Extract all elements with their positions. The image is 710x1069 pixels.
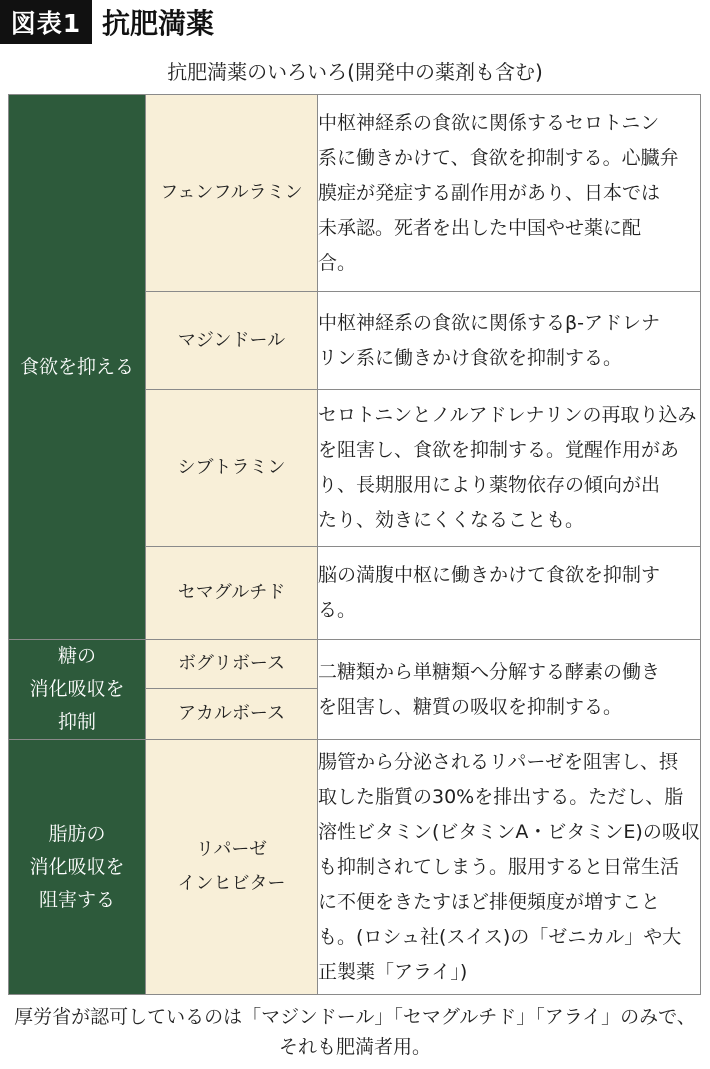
- description-line: る。: [318, 599, 357, 621]
- drug-name: リパーゼ: [195, 839, 268, 860]
- description-line: も抑制されてしまう。服用すると日常生活: [318, 855, 680, 878]
- category-cell-appetite: [9, 95, 146, 640]
- description-cell: [318, 740, 701, 995]
- description-line: 未承認。死者を出した中国やせ薬に配: [318, 216, 642, 239]
- drug-name: セマグルチド: [177, 582, 286, 603]
- description-line: 二糖類から単糖類へ分解する酵素の働き: [318, 660, 661, 683]
- description-line: に不便をきたすほど排便頻度が増すこと: [318, 890, 661, 913]
- category-line: 抑制: [57, 711, 96, 733]
- drug-name: マジンドール: [177, 329, 286, 351]
- drug-cell-voglibose: [146, 640, 318, 689]
- drug-cell-acarbose: [146, 689, 318, 740]
- description-cell: [318, 547, 701, 640]
- table-row: [9, 95, 701, 292]
- category-line: 脂肪の: [48, 822, 106, 845]
- description-line: 中枢神経系の食欲に関係するセロトニン: [318, 111, 660, 134]
- category-cell-fat: [9, 740, 146, 995]
- description-line: 膜症が発症する副作用があり、日本では: [318, 181, 661, 204]
- drug-cell-sibutramine: [146, 390, 318, 547]
- description-cell: [318, 390, 701, 547]
- description-line: 中枢神経系の食欲に関係するβ-アドレナ: [318, 311, 660, 334]
- description-line: を阻害し、糖質の吸収を抑制する。: [318, 695, 623, 718]
- footnote-line: それも肥満者用。: [278, 1036, 431, 1058]
- category-line: 消化吸収を: [29, 855, 125, 878]
- description-line: を阻害し、食欲を抑制する。覚醒作用があ: [318, 439, 680, 461]
- description-line: 合。: [318, 251, 357, 274]
- table-caption: 抗肥満薬のいろいろ(開発中の薬剤も含む): [167, 60, 543, 84]
- description-line: 脳の満腹中枢に働きかけて食欲を抑制す: [318, 564, 661, 586]
- footnote-line: 厚労省が認可しているのは「マジンドール」「セマグルチド」「アライ」のみで、: [14, 1006, 696, 1028]
- description-line: リン系に働きかけ食欲を抑制する。: [318, 346, 623, 369]
- description-line: 系に働きかけて、食欲を抑制する。心臓弁: [318, 146, 679, 169]
- description-cell: [318, 95, 701, 292]
- drug-name: ボグリボース: [177, 653, 286, 675]
- description-line: たり、効きにくくなることも。: [318, 509, 585, 531]
- description-line: 正製薬「アライ」): [318, 960, 468, 983]
- figure-title: 抗肥満薬: [102, 7, 215, 40]
- category-line: 食欲を抑える: [19, 355, 134, 378]
- description-line: り、長期服用により薬物依存の傾向が出: [318, 474, 661, 496]
- drug-table: [8, 94, 701, 995]
- drug-name: インヒビター: [177, 873, 286, 894]
- table-row: [9, 640, 701, 689]
- drug-cell-mazindol: [146, 292, 318, 390]
- description-line: 腸管から分泌されるリパーゼを阻害し、摂: [318, 750, 679, 773]
- drug-cell-semaglutide: [146, 547, 318, 640]
- figure-header: [0, 0, 214, 44]
- description-cell: [318, 292, 701, 390]
- figure-badge: 図表1: [0, 0, 92, 44]
- category-line: 阻害する: [38, 888, 115, 911]
- category-cell-sugar: [9, 640, 146, 740]
- drug-name: シブトラミン: [177, 457, 286, 478]
- description-line: セロトニンとノルアドレナリンの再取り込み: [318, 404, 697, 426]
- drug-name: フェンフルラミン: [160, 182, 303, 203]
- description-line: 溶性ビタミン(ビタミンA・ビタミンE)の吸収: [318, 820, 700, 843]
- category-line: 糖の: [57, 645, 96, 667]
- drug-cell-lipase-inhibitor: [146, 740, 318, 995]
- category-line: 消化吸収を: [29, 678, 125, 700]
- drug-name: アカルボース: [178, 703, 285, 725]
- footnote: [0, 1002, 710, 1062]
- description-line: も。(ロシュ社(スイス)の「ゼニカル」や大: [318, 925, 682, 948]
- table-row: [9, 740, 701, 995]
- description-line: 取した脂質の30%を排出する。ただし、脂: [318, 785, 684, 808]
- description-cell: [318, 640, 701, 740]
- drug-cell-fenfluramine: [146, 95, 318, 292]
